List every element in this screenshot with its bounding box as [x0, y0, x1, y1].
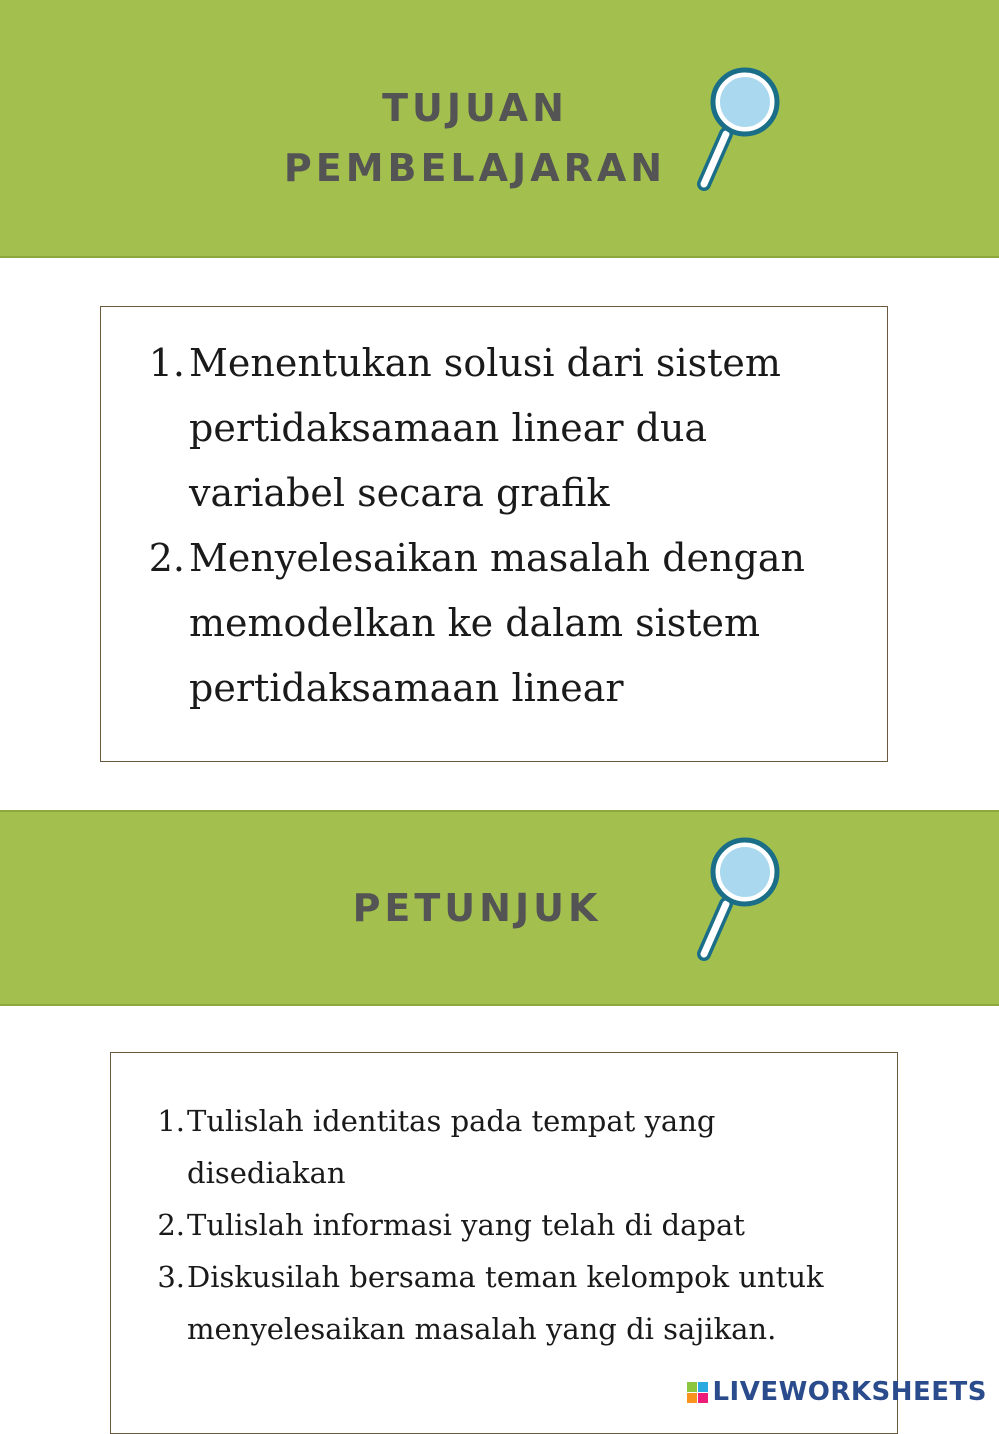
learning-objectives-list: [148, 331, 869, 721]
list-item-line: menyelesaikan masalah yang di sajikan.: [187, 1312, 777, 1346]
magnifier-icon: [690, 832, 790, 966]
list-item-line: Menentukan solusi dari sistem: [189, 341, 781, 385]
list-item-number: 2.: [157, 1208, 185, 1242]
section-title-petunjuk: PETUNJUK: [352, 886, 602, 930]
list-item: [157, 1199, 877, 1251]
list-item-line: pertidaksamaan linear: [189, 666, 624, 710]
list-item-line: Tulislah informasi yang telah di dapat: [187, 1208, 745, 1242]
list-item: [148, 331, 869, 526]
watermark-text: LIVEWORKSHEETS: [712, 1377, 987, 1407]
title-line-1: TUJUAN: [382, 86, 568, 130]
liveworksheets-watermark: [687, 1377, 987, 1407]
list-item-line: variabel secara grafik: [189, 471, 610, 515]
list-item-line: Menyelesaikan masalah dengan: [189, 536, 805, 580]
list-item-number: 1.: [148, 341, 185, 385]
learning-objectives-box: [100, 306, 888, 762]
instructions-list: [157, 1095, 877, 1355]
title-line-2: PEMBELAJARAN: [283, 146, 667, 190]
list-item: [157, 1095, 877, 1199]
list-item-line: Diskusilah bersama teman kelompok untuk: [187, 1260, 824, 1294]
list-item: [157, 1251, 877, 1355]
list-item-number: 1.: [157, 1104, 185, 1138]
list-item-line: disediakan: [187, 1156, 346, 1190]
list-item-line: pertidaksamaan linear dua: [189, 406, 708, 450]
section-title-tujuan: [255, 78, 695, 198]
magnifier-icon: [690, 62, 790, 196]
list-item-number: 2.: [148, 536, 185, 580]
list-item-number: 3.: [157, 1260, 185, 1294]
liveworksheets-logo-icon: [687, 1382, 708, 1403]
list-item-line: Tulislah identitas pada tempat yang: [187, 1104, 716, 1138]
list-item: [148, 526, 869, 721]
list-item-line: memodelkan ke dalam sistem: [189, 601, 761, 645]
